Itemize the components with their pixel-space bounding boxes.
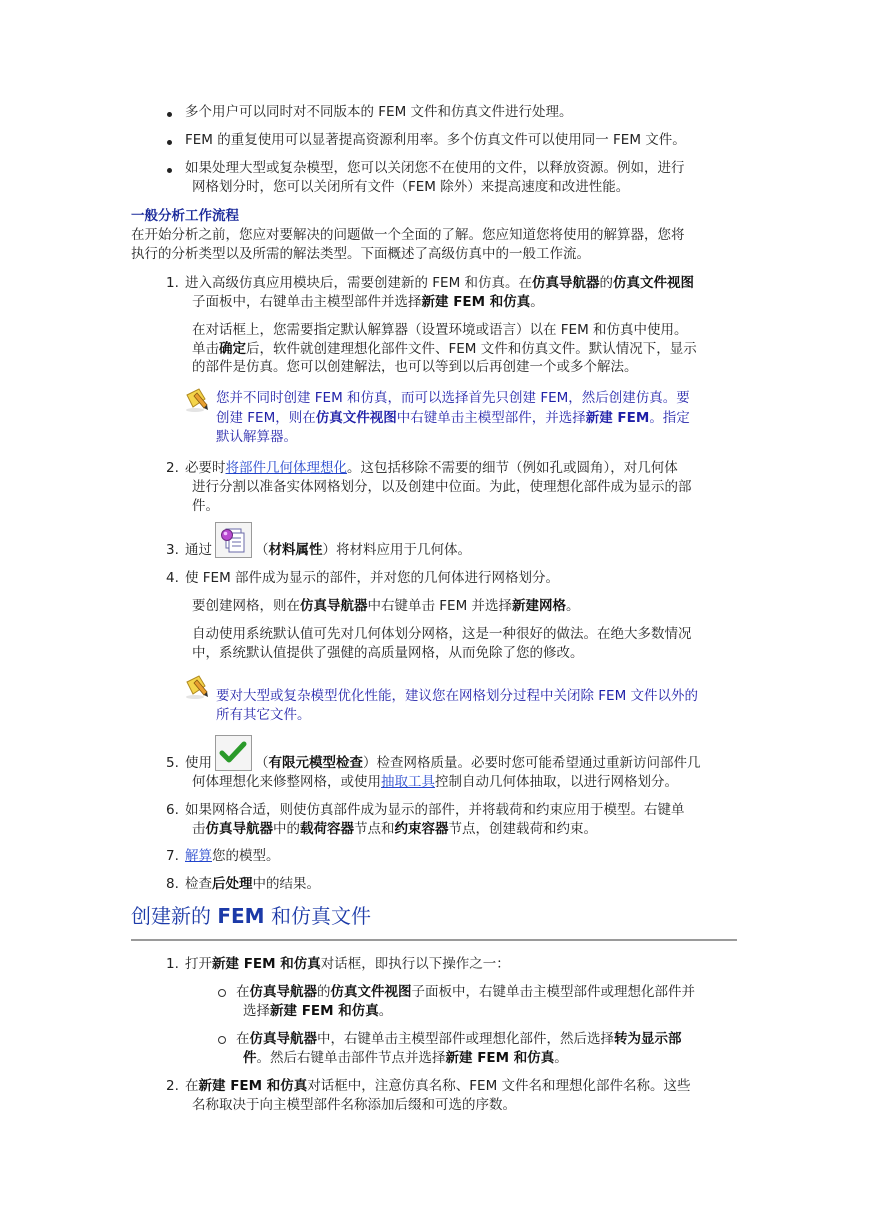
note-pencil-icon [183, 387, 211, 413]
sub-item-line: 选择新建 FEM 和仿真。 [243, 1003, 393, 1019]
step-1-paragraph: 在对话框上，您需要指定默认解算器（设置环境或语言）以在 FEM 和仿真中使用。 [192, 322, 688, 338]
bullet-text: 网格划分时，您可以关闭所有文件（FEM 除外）来提高速度和改进性能。 [192, 179, 630, 195]
step-4-paragraph: 自动使用系统默认值可先对几何体划分网格，这是一种很好的做法。在绝大多数情况 [192, 626, 692, 642]
step-2-line: 必要时将部件几何体理想化。这包括移除不需要的细节（例如孔或圆角），对几何体 [185, 460, 678, 476]
step-5-text-a: 使用 [185, 755, 212, 771]
bullet-dot [167, 168, 172, 173]
step-2-line: 件。 [192, 498, 219, 514]
step-number: 3. [166, 542, 179, 558]
bullet-text: 多个用户可以同时对不同版本的 FEM 文件和仿真文件进行处理。 [185, 104, 573, 120]
step-number: 1. [166, 956, 179, 972]
step-1-line: 进入高级仿真应用模块后，需要创建新的 FEM 和仿真。在仿真导航器的仿真文件视图 [185, 275, 695, 291]
bullet-dot [167, 112, 172, 117]
step-number: 2. [166, 1078, 179, 1094]
extraction-tool-link[interactable]: 抽取工具 [381, 774, 435, 790]
workflow-intro: 在开始分析之前，您应对要解决的问题做一个全面的了解。您应知道您将使用的解算器，您将 [131, 227, 685, 243]
step-1-paragraph: 单击确定后，软件就创建理想化部件文件、FEM 文件和仿真文件。默认情况下，显示 [192, 341, 697, 357]
step-4-paragraph: 要创建网格，则在仿真导航器中右键单击 FEM 并选择新建网格。 [192, 598, 580, 614]
note-text: 创建 FEM，则在仿真文件视图中右键单击主模型部件，并选择新建 FEM。指定 [216, 410, 690, 426]
step-3-text-a: 通过 [185, 542, 212, 558]
step-1-line: 子面板中，右键单击主模型部件并选择新建 FEM 和仿真。 [192, 294, 544, 310]
workflow-intro: 执行的分析类型以及所需的解法类型。下面概述了高级仿真中的一般工作流。 [131, 246, 590, 262]
step-5-text-b: （有限元模型检查）检查网格质量。必要时您可能希望通过重新访问部件几 [255, 755, 701, 771]
note-text: 所有其它文件。 [216, 707, 311, 723]
step-5-line: 何体理想化来修整网格，或使用抽取工具控制自动几何体抽取，以进行网格划分。 [192, 774, 678, 790]
sub-item-line: 在仿真导航器中，右键单击主模型部件或理想化部件，然后选择转为显示部 [236, 1031, 682, 1047]
bullet-dot [167, 140, 172, 145]
fe-model-check-icon [215, 735, 252, 771]
bullet-text: FEM 的重复使用可以显著提高资源利用率。多个仿真文件可以使用同一 FEM 文件。 [185, 132, 686, 148]
note-pencil-icon [183, 674, 211, 700]
note-text: 您并不同时创建 FEM 和仿真，而可以选择首先只创建 FEM，然后创建仿真。要 [216, 390, 690, 406]
step-number: 1. [166, 275, 179, 291]
step-1-paragraph: 的部件是仿真。您可以创建解法，也可以等到以后再创建一个或多个解法。 [192, 359, 638, 375]
material-properties-icon [215, 522, 252, 558]
idealize-geometry-link[interactable]: 将部件几何体理想化 [225, 460, 347, 476]
bullet-text: 如果处理大型或复杂模型，您可以关闭您不在使用的文件，以释放资源。例如，进行 [185, 160, 685, 176]
section-step-1-line: 打开新建 FEM 和仿真对话框，即执行以下操作之一： [185, 956, 510, 972]
step-number: 6. [166, 802, 179, 818]
section-divider [131, 939, 737, 941]
workflow-heading: 一般分析工作流程 [131, 208, 239, 224]
step-8-line: 检查后处理中的结果。 [185, 876, 320, 892]
step-number: 5. [166, 755, 179, 771]
step-2-line: 进行分割以准备实体网格划分，以及创建中位面。为此，使理想化部件成为显示的部 [192, 479, 692, 495]
section-title: 创建新的 FEM 和仿真文件 [131, 904, 371, 928]
step-number: 2. [166, 460, 179, 476]
step-number: 7. [166, 848, 179, 864]
section-step-2-line: 名称取决于向主模型部件名称添加后缀和可选的序数。 [192, 1097, 516, 1113]
sub-bullet-circle [218, 1036, 226, 1044]
sub-bullet-circle [218, 989, 226, 997]
step-4-paragraph: 中，系统默认值提供了强健的高质量网格，从而免除了您的修改。 [192, 645, 584, 661]
step-4-line: 使 FEM 部件成为显示的部件，并对您的几何体进行网格划分。 [185, 570, 560, 586]
note-text: 要对大型或复杂模型优化性能，建议您在网格划分过程中关闭除 FEM 文件以外的 [216, 688, 699, 704]
section-step-2-line: 在新建 FEM 和仿真对话框中，注意仿真名称、FEM 文件名和理想化部件名称。这些 [185, 1078, 691, 1094]
step-7-line: 解算您的模型。 [185, 848, 280, 864]
step-number: 4. [166, 570, 179, 586]
step-number: 8. [166, 876, 179, 892]
sub-item-line: 在仿真导航器的仿真文件视图子面板中，右键单击主模型部件或理想化部件并 [236, 984, 695, 1000]
note-text: 默认解算器。 [216, 429, 297, 445]
step-6-line: 击仿真导航器中的载荷容器节点和约束容器节点，创建载荷和约束。 [192, 821, 597, 837]
sub-item-line: 件。然后右键单击部件节点并选择新建 FEM 和仿真。 [243, 1050, 568, 1066]
step-6-line: 如果网格合适，则使仿真部件成为显示的部件，并将载荷和约束应用于模型。右键单 [185, 802, 685, 818]
solve-link[interactable]: 解算 [185, 848, 212, 864]
step-3-text-b: （材料属性）将材料应用于几何体。 [255, 542, 471, 558]
